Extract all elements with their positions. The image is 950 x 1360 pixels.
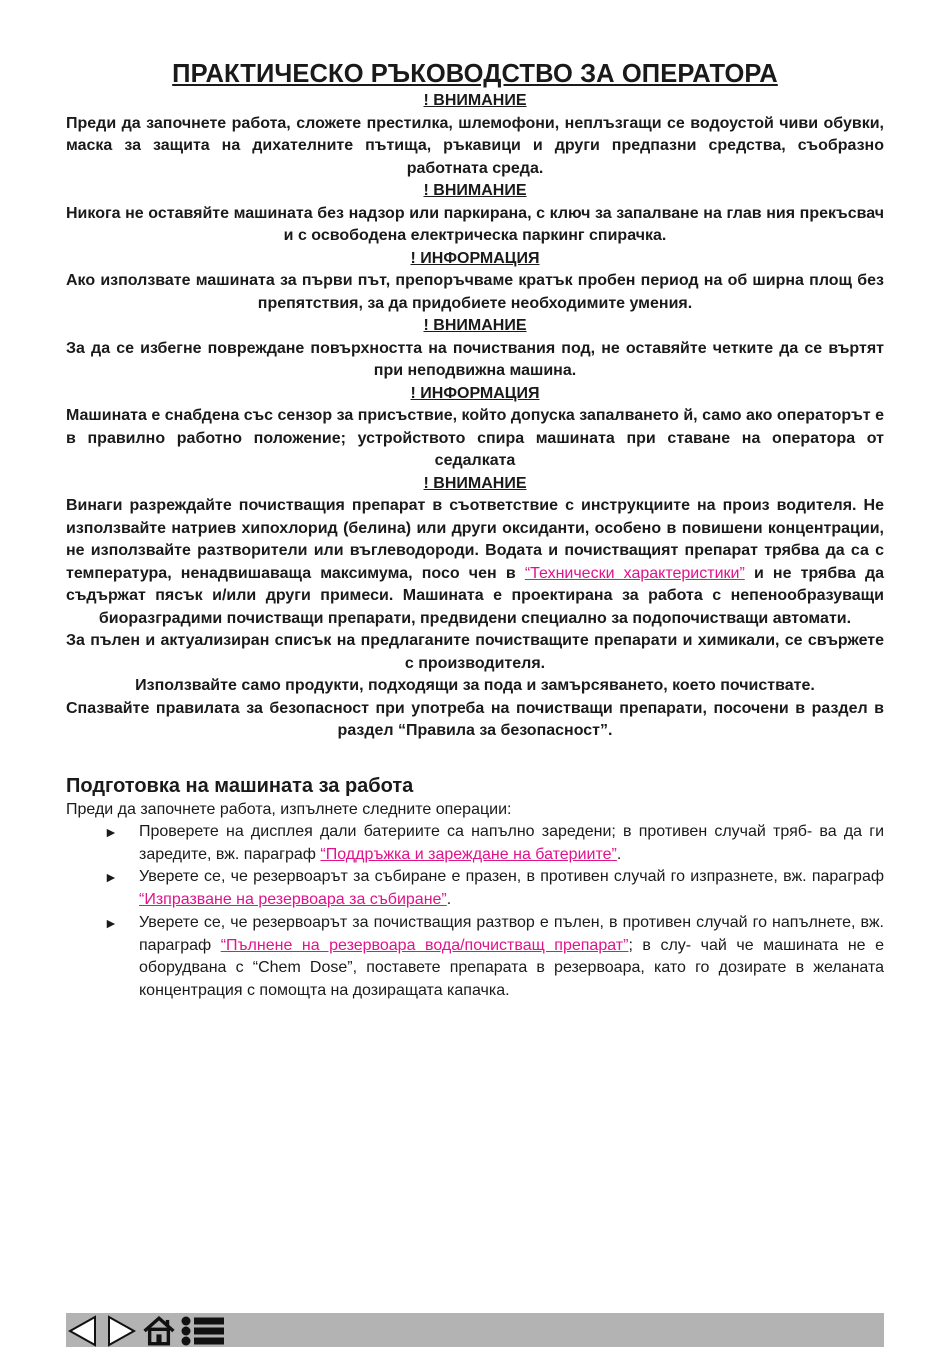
list-item (66, 821, 884, 866)
notice-heading: ! ИНФОРМАЦИЯ (410, 249, 540, 267)
notice-3 (66, 248, 884, 316)
notice-5 (66, 383, 884, 473)
home-icon[interactable] (142, 1314, 176, 1348)
detergent-paragraph-3: Използвайте само продукти, подходящи за пода и замърсяването, което почиствате. (135, 677, 815, 694)
detergent-text-after-link: и не трябва да съдържат пясък и/или други примеси. Машината е проектирана за работа с непенообразуващи биоразградими почистващи препарати, предвидени специално за подопочистващи автомати. (66, 564, 885, 627)
step-text-end: . (446, 891, 452, 909)
next-page-icon[interactable] (104, 1314, 138, 1348)
bullet-arrow-icon: ► (104, 824, 118, 840)
link-empty-recovery-tank[interactable]: “Изпразване на резервоара за събиране” (139, 891, 447, 909)
step-text: Уверете се, че резервоарът за събиране е празен, в противен случай го изпразнете, вж. параграф (139, 868, 884, 886)
step-text: Уверете се, че резервоарът за почистващия разтвор е пълен, в противен случай го напълнете, вж. параграф (139, 913, 884, 954)
bullet-arrow-icon: ► (104, 914, 118, 931)
notice-2 (66, 180, 884, 248)
page-title: ПРАКТИЧЕСКО РЪКОВОДСТВО ЗА ОПЕРАТОРА (172, 60, 778, 88)
notice-heading: ! ВНИМАНИЕ (423, 92, 527, 109)
link-fill-solution-tank[interactable]: “Пълнене на резервоара вода/почистващ препарат” (220, 936, 629, 954)
notice-4 (66, 315, 884, 383)
notice-heading: ! ВНИМАНИЕ (423, 182, 527, 199)
step-text-end: ; в слу- чай че машината не е оборудвана с “Chem Dose”, поставете препарата в резервоара, като го дозирате в желаната концентрация с помощта на дозиращата капачка. (139, 936, 884, 999)
notice-text: Никога не оставяйте машината без надзор или паркирана, с ключ за запалване на глав ния прекъсвач и с освободена електрическа паркинг спирачка. (66, 204, 884, 244)
index-list-icon[interactable] (180, 1314, 226, 1348)
section-title: Подготовка на машината за работа (66, 774, 414, 797)
detergent-notice (66, 473, 884, 743)
link-technical-specs[interactable]: “Технически характеристики” (524, 564, 745, 582)
link-battery-maintenance[interactable]: “Поддръжка и зареждане на батериите” (320, 845, 617, 863)
notice-text: Ако използвате машината за първи път, препоръчваме кратък пробен период на об ширна площ без препятствия, за да придобиете необходимите умения. (66, 272, 884, 312)
notice-heading: ! ВНИМАНИЕ (423, 317, 527, 334)
previous-page-icon[interactable] (66, 1314, 100, 1348)
manual-page (66, 58, 884, 1003)
detergent-paragraph-2: За пълен и актуализиран списък на предлаганите почистващите препарати и химикали, се свържете с производителя. (66, 632, 884, 672)
notice-text: За да се избегне повреждане повърхността на почиствания под, не оставяйте четките да се въртят при неподвижна машина. (66, 339, 884, 379)
bullet-arrow-icon: ► (104, 869, 118, 886)
step-text-end: . (616, 845, 622, 863)
preparation-steps (66, 821, 884, 1003)
step-text: Проверете на дисплея дали батериите са напълно заредени; в противен случай тряб- ва да ги заредите, вж. параграф (139, 823, 884, 863)
footer-navigation (66, 1313, 226, 1349)
list-item (66, 912, 884, 1003)
list-item (66, 866, 884, 911)
section-intro: Преди да започнете работа, изпълнете следните операции: (66, 800, 512, 818)
detergent-paragraph-4: Спазвайте правилата за безопасност при употреба на почистващи препарати, посочени в раздел в раздел “Правила за безопасност”. (66, 699, 884, 739)
notice-heading: ! ИНФОРМАЦИЯ (410, 384, 540, 402)
notice-text: Преди да започнете работа, сложете престилка, шлемофони, неплъзгащи се водоустой чиви обувки, маска за защита на дихателните пътища, ръкавици и други предпазни средства, съобразно работната среда. (66, 114, 884, 177)
notice-heading: ! ВНИМАНИЕ (423, 474, 527, 492)
detergent-text-before-link: Винаги разреждайте почистващия препарат в съответствие с инструкциите на произ водителя. Не използвайте натриев хипохлорид (белина) или други оксиданти, особено в повишени концентрации, не използвайте разтворители или въглеводороди. Водата и почистващият препарат трябва да са с температура, ненадвишаваща максимума, посо чен в (66, 497, 884, 582)
notice-1 (66, 90, 884, 180)
detergent-paragraph-1 (66, 495, 884, 630)
notice-text: Машината е снабдена със сензор за присъствие, който допуска запалването й, само ако операторът е в правилно работно положение; устройството спира машината при ставане на оператора от седалката (66, 407, 884, 469)
